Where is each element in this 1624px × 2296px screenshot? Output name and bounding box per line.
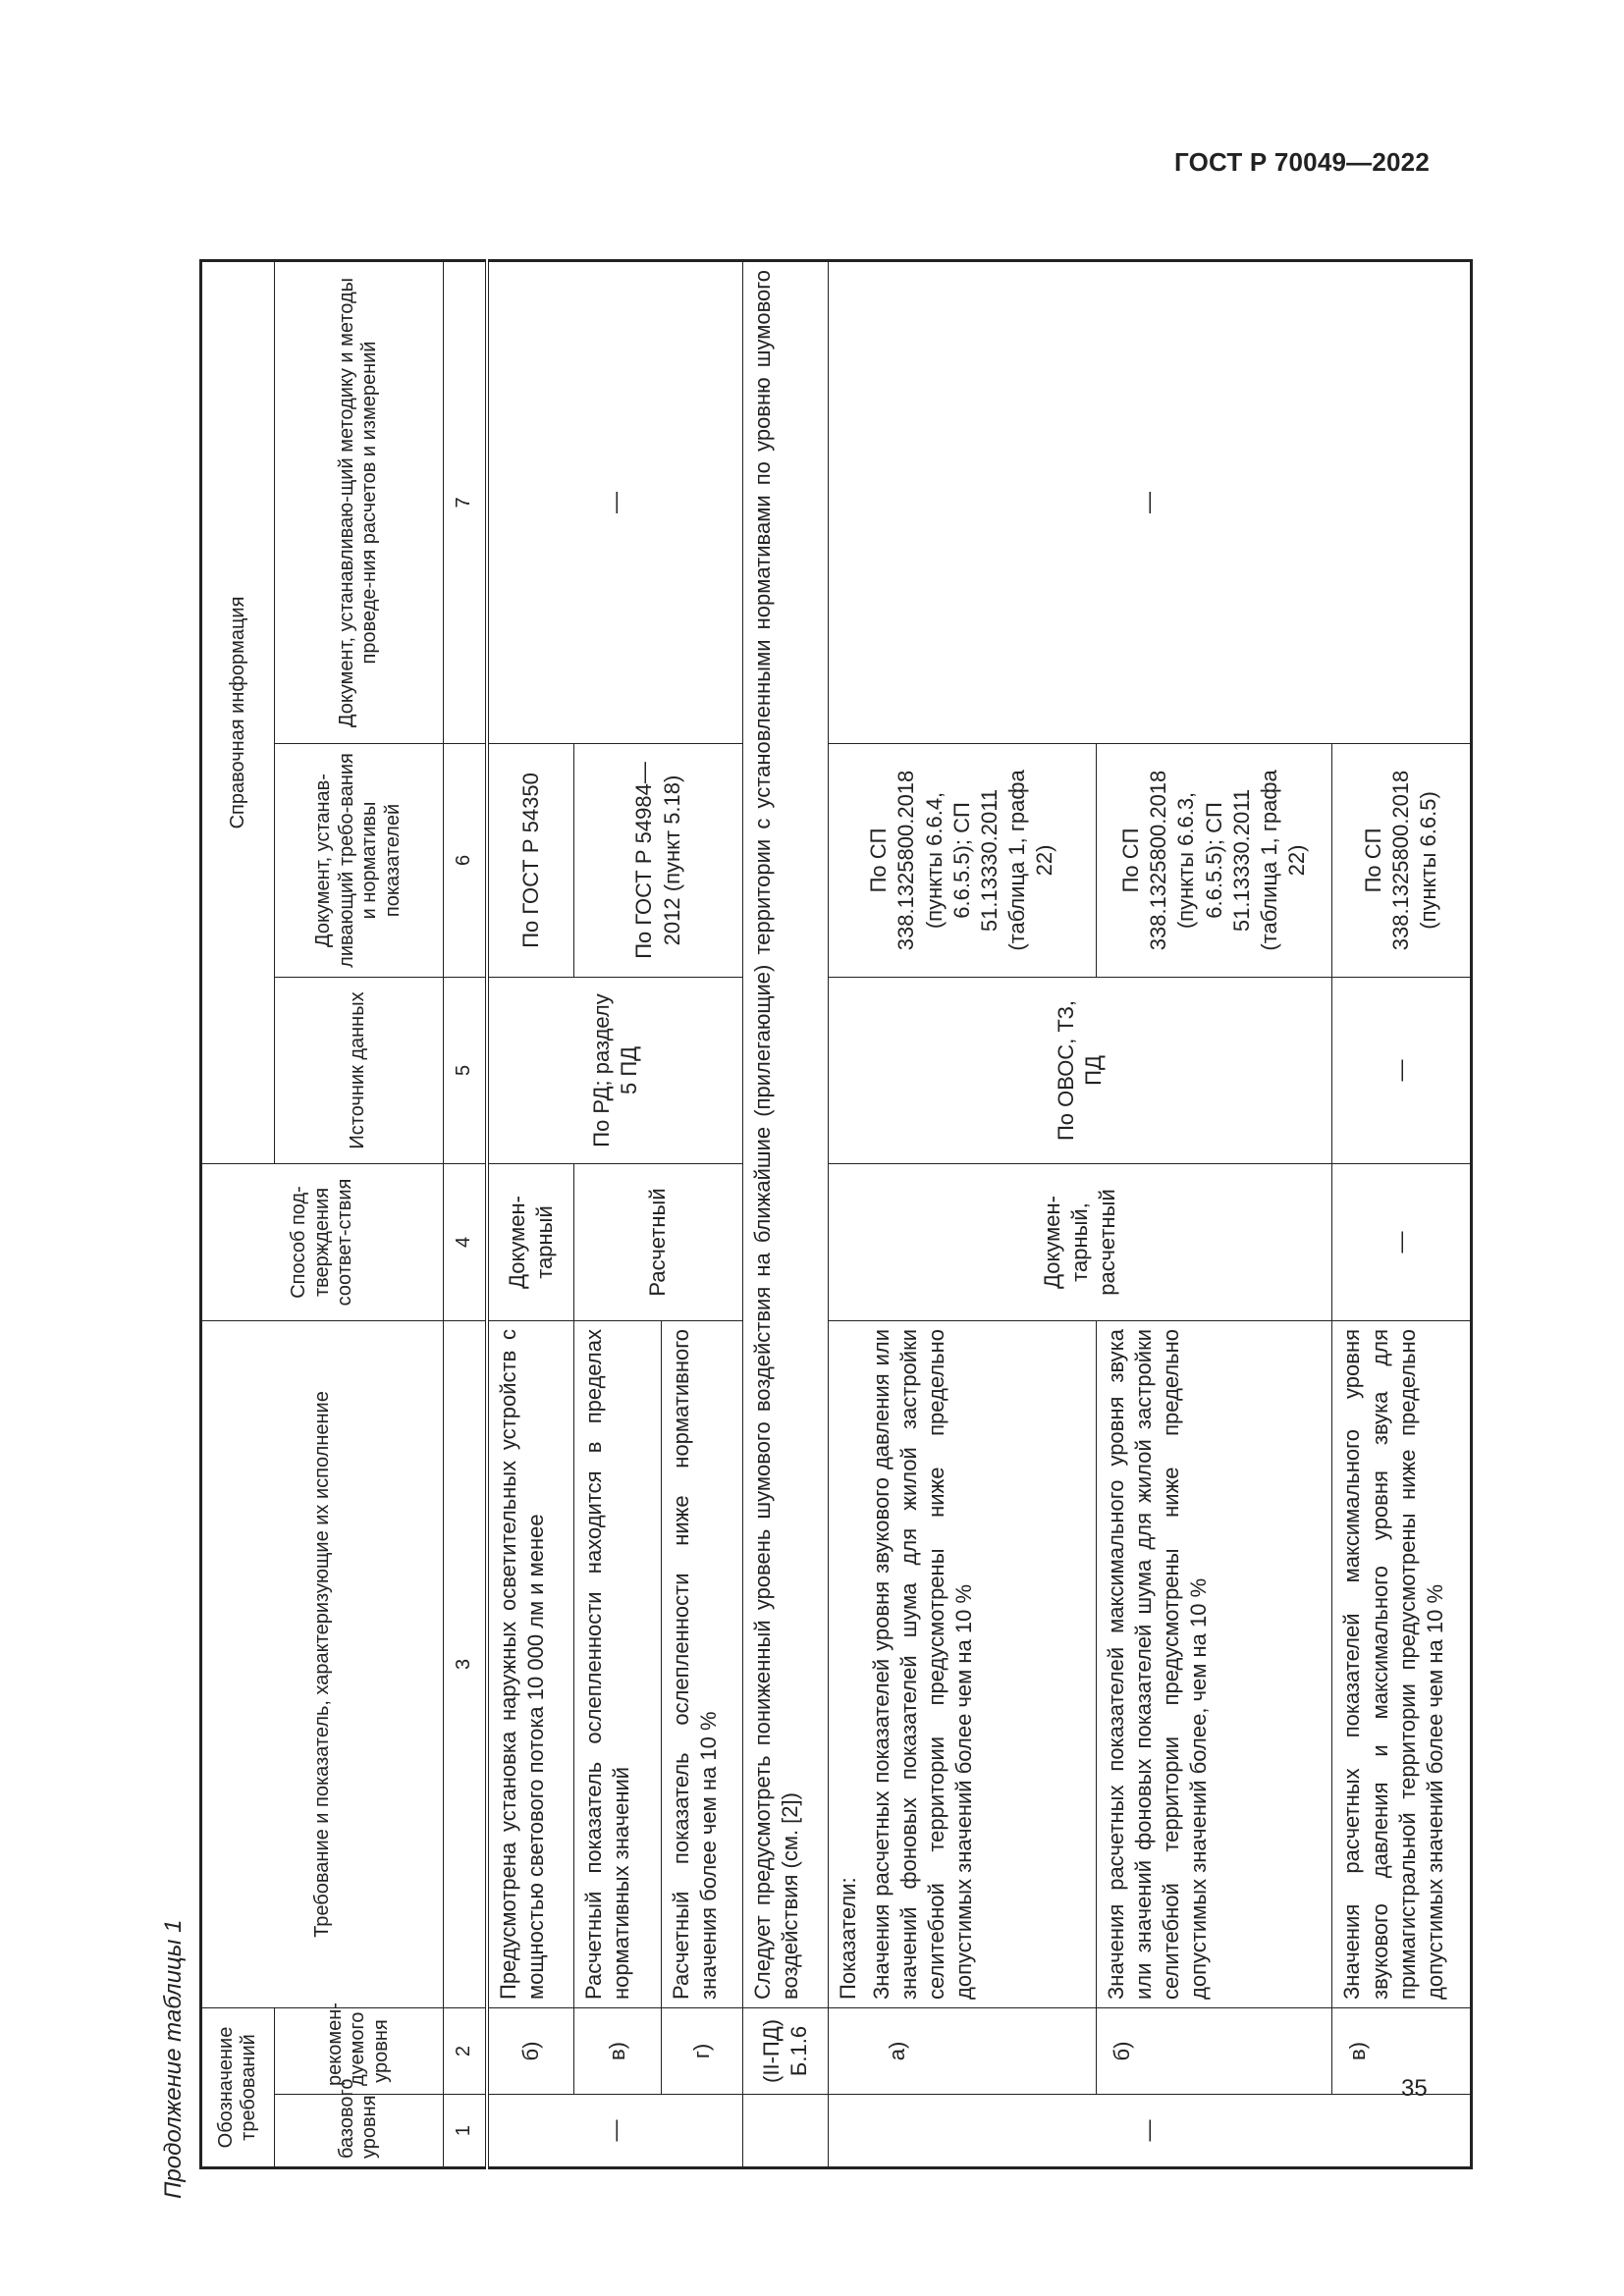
method-document-cell: — <box>487 260 743 743</box>
req-document-cell: По СП 338.1325800.2018 (пункты 6.6.3, 6.6.5.5); СП 51.13330.2011 (таблица 1, графа 22) <box>1096 743 1332 977</box>
data-source-cell: По РД; разделу 5 ПД <box>487 977 743 1163</box>
rotated-table-area <box>152 98 1448 2199</box>
req-document-cell: По СП 338.1325800.2018 (пункты 6.6.4, 6.6.5.5); СП 51.13330.2011 (таблица 1, графа 22) <box>828 743 1096 977</box>
req-document-cell: По ГОСТ Р 54984—2012 (пункт 5.18) <box>574 743 743 977</box>
header-reference-info: Справочная информация <box>201 260 275 1163</box>
requirement-text <box>828 1320 1096 2007</box>
section-text: Следует предусмотреть пониженный уровень шумового воздействия на ближайшие (прилегающие) территории с установленными нормативами по уровню шумового воздействия (см. [2]) <box>742 260 828 2007</box>
page-number: 35 <box>1401 2075 1428 2102</box>
indicators-label: Показатели: <box>835 1877 860 2000</box>
header-recommended-level: рекомен-дуемого уровня <box>274 2007 443 2094</box>
level-cell: в) <box>1332 2007 1472 2094</box>
base-level-cell: — <box>828 2095 1471 2168</box>
requirement-text: Значения расчетных показателей максимального уровня звука или значений фоновых показателей шума для жилой застройки селитебной территории предусмотрены ниже предельно допустимых значений более, чем на 10 % <box>1096 1320 1332 2007</box>
requirements-table <box>199 259 1473 2169</box>
requirement-text: Расчетный показатель ослепленности ниже нормативного значения более чем на 10 % <box>662 1320 743 2007</box>
table-caption: Продолжение таблицы 1 <box>160 1919 187 2199</box>
req-document-cell: По ГОСТ Р 54350 <box>487 743 574 977</box>
column-number: 2 <box>443 2007 486 2094</box>
req-document-cell: По СП 338.1325800.2018 (пункты 6.6.5) <box>1332 743 1472 977</box>
requirement-text: Предусмотрена установка наружных осветительных устройств с мощностью светового потока 10 000 лм и менее <box>487 1320 574 2007</box>
header-base-level: базового уровня <box>274 2095 443 2168</box>
method-cell: Докумен-тарный <box>487 1163 574 1320</box>
column-number: 5 <box>443 977 486 1163</box>
column-number: 6 <box>443 743 486 977</box>
method-cell: Докумен-тарный, расчетный <box>828 1163 1332 1320</box>
requirement-text: Значения расчетных показателей максимального уровня звукового давления и максимального уровня звука для примагистральной территории предусмотрены ниже предельно допустимых значений более чем на 10 % <box>1332 1320 1472 2007</box>
level-cell: а) <box>828 2007 1096 2094</box>
section-code: (II-ПД) Б.1.6 <box>742 2007 828 2094</box>
level-cell: б) <box>1096 2007 1332 2094</box>
data-source-cell: По ОВОС, ТЗ, ПД <box>828 977 1332 1163</box>
empty-base-cell <box>742 2095 828 2168</box>
method-document-cell: — <box>828 260 1471 743</box>
column-number: 3 <box>443 1320 486 2007</box>
level-cell: б) <box>487 2007 574 2094</box>
indicator-a-text: Значения расчетных показателей уровня звукового давления или значений фоновых показателей шума для жилой застройки селитебной территории предусмотрены ниже предельно допустимых значений более чем на 10 % <box>869 1328 977 2000</box>
level-cell: в) <box>574 2007 662 2094</box>
header-method-document: Документ, устанавливаю-щий методику и методы проведе-ния расчетов и измерений <box>274 260 443 743</box>
level-cell: г) <box>662 2007 743 2094</box>
requirement-text: Расчетный показатель ослепленности находится в пределах нормативных значений <box>574 1320 662 2007</box>
column-number: 7 <box>443 260 486 743</box>
method-cell: — <box>1332 1163 1472 1320</box>
header-designation: Обозначение требований <box>201 2007 275 2167</box>
header-req-document: Документ, устанав-ливающий требо-вания и нормативы показателей <box>274 743 443 977</box>
base-level-cell: — <box>487 2095 743 2168</box>
header-requirement: Требование и показатель, характеризующие их исполнение <box>201 1320 444 2007</box>
column-number: 1 <box>443 2095 486 2168</box>
column-number: 4 <box>443 1163 486 1320</box>
header-data-source: Источник данных <box>274 977 443 1163</box>
standard-number: ГОСТ Р 70049—2022 <box>1174 147 1430 177</box>
method-cell: Расчетный <box>574 1163 743 1320</box>
header-confirmation-method: Способ под-тверждения соответ-ствия <box>201 1163 444 1320</box>
data-source-cell: — <box>1332 977 1472 1163</box>
